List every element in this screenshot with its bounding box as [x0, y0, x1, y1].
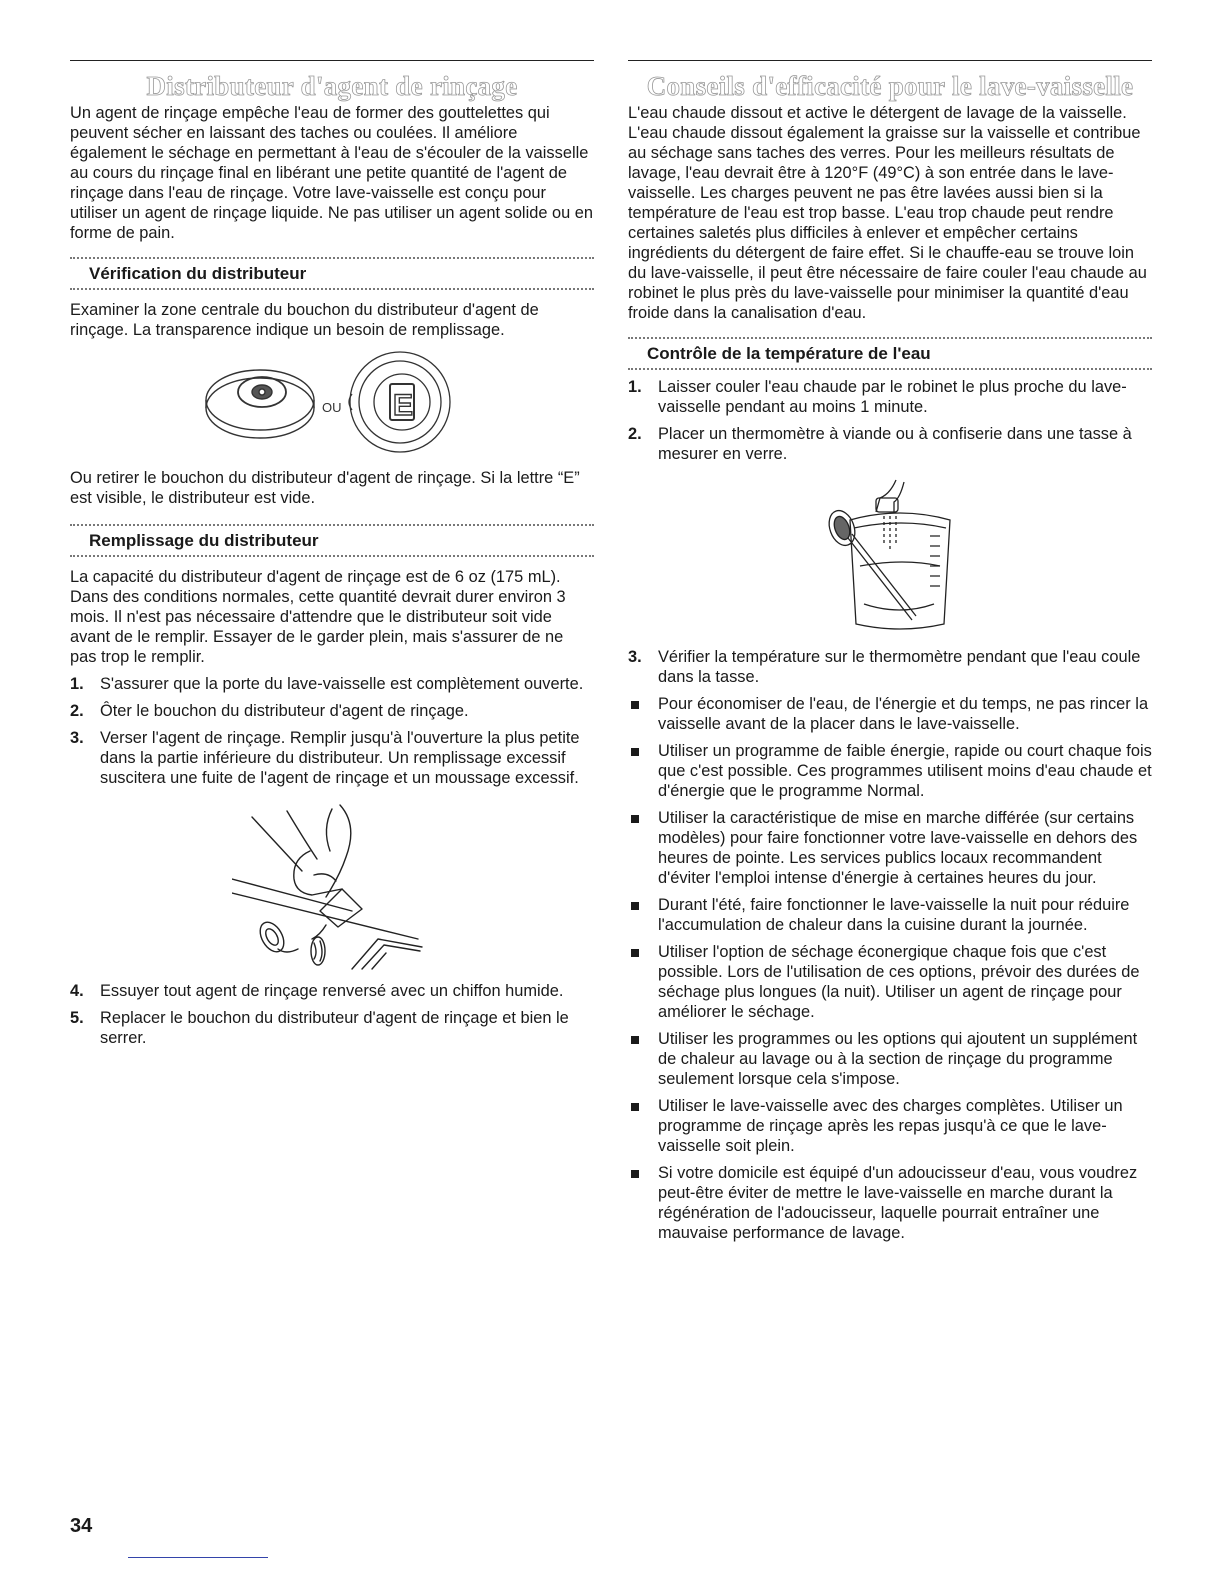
bullet-icon [631, 902, 639, 910]
page-number: 34 [70, 1515, 93, 1537]
bullet-icon [631, 1170, 639, 1178]
temp-heading: Contrôle de la température de l'eau [647, 344, 931, 363]
list-item [628, 1029, 1152, 1089]
step-text: Ôter le bouchon du distributeur d'agent de rinçage. [100, 702, 469, 720]
efficiency-tips-list [628, 694, 1152, 1243]
cap-letter: E [393, 389, 414, 422]
fill-steps-list-2 [70, 981, 594, 1048]
step-text: Laisser couler l'eau chaude par le robinet le plus proche du lave-vaisselle pendant au moins 1 minute. [658, 378, 1127, 416]
thermometer-figure [628, 472, 1152, 640]
list-item [628, 424, 1152, 464]
tip-text: Utiliser un programme de faible énergie, rapide ou court chaque fois que c'est possible. Ces programmes utilisent moins d'eau chaude et d'énergie que le programme Normal. [658, 742, 1152, 800]
temp-heading-block [628, 337, 1152, 370]
tip-text: Utiliser les programmes ou les options qui ajoutent un supplément de chaleur au lavage ou à la section de rinçage du programme seulement lorsque cela s'impose. [658, 1030, 1138, 1088]
step-number: 5. [70, 1009, 84, 1027]
list-item [70, 674, 594, 694]
step-text: Placer un thermomètre à viande ou à confiserie dans une tasse à mesurer en verre. [658, 425, 1132, 463]
step-number: 2. [70, 702, 84, 720]
tip-text: Pour économiser de l'eau, de l'énergie et du temps, ne pas rincer la vaisselle avant de la placer dans le lave-vaisselle. [658, 695, 1149, 733]
rinse-aid-intro: Un agent de rinçage empêche l'eau de former des gouttelettes qui peuvent sécher en laissant des taches ou coulées. Il améliore également le séchage en permettant à l'eau de s'écouler de la vaisselle au cours du rinçage final en libérant une petite quantité de l'agent de rinçage dans l'eau de rinçage. Votre lave-vaisselle est conçu pour utiliser un agent de rinçage liquide. Ne pas utiliser un agent solide ou en forme de pain. [70, 104, 594, 242]
bullet-icon [631, 949, 639, 957]
bullet-icon [631, 701, 639, 709]
list-item [628, 1096, 1152, 1156]
top-rule [70, 60, 594, 61]
top-rule [628, 60, 1152, 61]
temp-steps-list [628, 377, 1152, 464]
efficiency-intro: L'eau chaude dissout et active le détergent de lavage de la vaisselle. L'eau chaude dissout également la graisse sur la vaisselle et contribue au séchage sans taches des verres. Pour les meilleurs résultats de lavage, l'eau devrait être à 120°F (49°C) à son entrée dans le lave-vaisselle. Les charges peuvent ne pas être lavées aussi bien si la température de l'eau est trop basse. L'eau trop chaude peut rendre certaines saletés plus difficiles à enlever et empêcher certains ingrédients du détergent de faire effet. Si le chauffe-eau se trouve loin du lave-vaisselle, il peut être nécessaire de faire couler l'eau chaude au robinet le plus près du lave-vaisselle pour minimiser la quantité d'eau froide dans la canalisation d'eau. [628, 104, 1147, 322]
tip-text: Utiliser la caractéristique de mise en marche différée (sur certains modèles) pour faire fonctionner votre lave-vaisselle en dehors des heures de pointe. Les services publics locaux recommandent d'éviter l'emploi intense d'énergie à certaines heures du jour. [658, 809, 1138, 887]
list-item [70, 1008, 594, 1048]
thermometer-cup-icon [820, 476, 960, 636]
pouring-figure [70, 798, 594, 974]
dispenser-cap-figure [70, 344, 594, 462]
tip-text: Utiliser le lave-vaisselle avec des charges complètes. Utiliser un programme de rinçage après les repas jusqu'à ce que le lave-vaisselle soit plein. [658, 1097, 1123, 1155]
list-item [628, 895, 1152, 935]
step-text: Replacer le bouchon du distributeur d'agent de rinçage et bien le serrer. [100, 1009, 569, 1047]
list-item [628, 1163, 1152, 1243]
step-text: Vérifier la température sur le thermomètre pendant que l'eau coule dans la tasse. [658, 648, 1141, 686]
tip-text: Durant l'été, faire fonctionner le lave-vaisselle la nuit pour réduire l'accumulation de chaleur dans la cuisine durant la journée. [658, 896, 1130, 934]
step-text: Verser l'agent de rinçage. Remplir jusqu'à l'ouverture la plus petite dans la partie inférieure du distributeur. Un remplissage excessif suscitera une fuite de l'agent de rinçage et un moussage excessif. [100, 729, 580, 787]
step-number: 3. [628, 648, 642, 666]
fill-steps-list [70, 674, 594, 788]
list-item [628, 377, 1152, 417]
list-item [628, 741, 1152, 801]
right-column [628, 60, 1152, 1243]
fill-text: La capacité du distributeur d'agent de rinçage est de 6 oz (175 mL). Dans des conditions normales, cette quantité devrait durer environ 3 mois. Il n'est pas nécessaire d'attendre que le distributeur soit vide avant de le remplir. Essayer de le garder plein, mais s'assurer de ne pas trop le remplir. [70, 568, 566, 666]
step-text: Essuyer tout agent de rinçage renversé avec un chiffon humide. [100, 982, 564, 1000]
list-item [628, 694, 1152, 734]
verif-text-2: Ou retirer le bouchon du distributeur d'agent de rinçage. Si la lettre “E” est visible, le distributeur est vide. [70, 469, 580, 507]
verif-heading: Vérification du distributeur [89, 264, 307, 283]
verif-text: Examiner la zone centrale du bouchon du distributeur d'agent de rinçage. La transparence indique un besoin de remplissage. [70, 301, 539, 339]
step-number: 1. [628, 378, 642, 396]
list-item [70, 728, 594, 788]
step-number: 2. [628, 425, 642, 443]
divider [70, 288, 594, 290]
or-label: OU [322, 400, 342, 415]
section-title-efficiency: Conseils d'efficacité pour le lave-vaisselle [646, 71, 1134, 101]
step-text: S'assurer que la porte du lave-vaisselle est complètement ouverte. [100, 675, 584, 693]
bullet-icon [631, 1103, 639, 1111]
divider [70, 555, 594, 557]
footer-line [128, 1557, 268, 1558]
list-item [628, 647, 1152, 687]
cap-indicator-icon [206, 370, 314, 438]
bullet-icon [631, 1036, 639, 1044]
tip-text: Si votre domicile est équipé d'un adoucisseur d'eau, vous voudrez peut-être éviter de mettre le lave-vaisselle en marche durant la régénération de l'adoucisseur, laquelle pourrait entraîner une mauvaise performance de lavage. [658, 1164, 1138, 1242]
bullet-icon [631, 815, 639, 823]
fill-heading: Remplissage du distributeur [89, 531, 319, 550]
pouring-rinse-aid-icon [232, 801, 432, 971]
left-column [70, 60, 594, 1048]
divider [628, 368, 1152, 370]
fill-heading-block [70, 524, 594, 557]
step-number: 4. [70, 982, 84, 1000]
temp-steps-list-2 [628, 647, 1152, 687]
list-item [70, 701, 594, 721]
step-number: 1. [70, 675, 84, 693]
list-item [628, 808, 1152, 888]
tip-text: Utiliser l'option de séchage éconergique chaque fois que c'est possible. Lors de l'utilisation de ces options, prévoir des durées de séchage plus longues (la nuit). Utiliser un agent de rinçage pour améliorer le séchage. [658, 943, 1140, 1021]
list-item [628, 942, 1152, 1022]
step-number: 3. [70, 729, 84, 747]
bullet-icon [631, 748, 639, 756]
list-item [70, 981, 594, 1001]
verif-heading-block [70, 257, 594, 290]
section-title-rinse-aid: Distributeur d'agent de rinçage [146, 71, 518, 101]
cap-illustration [182, 348, 482, 458]
